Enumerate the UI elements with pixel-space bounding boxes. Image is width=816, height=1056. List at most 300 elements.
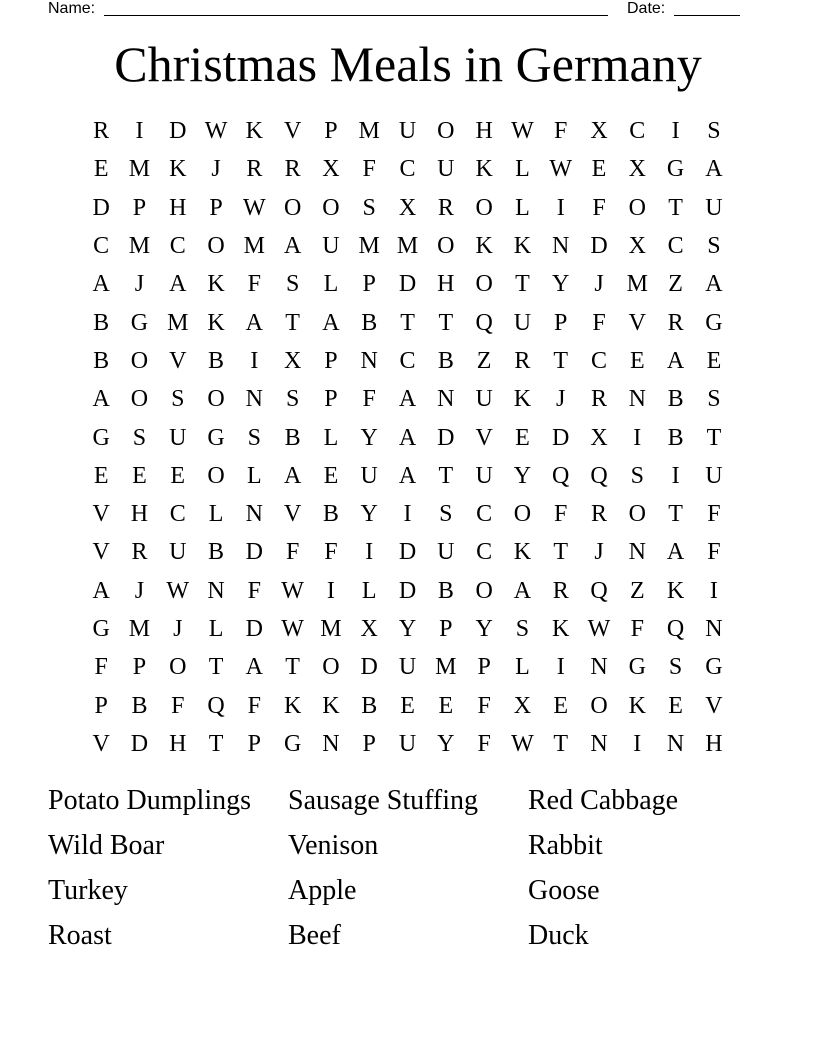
grid-letter: O: [628, 501, 646, 528]
grid-letter: K: [207, 309, 225, 336]
grid-letter: T: [400, 309, 415, 336]
grid-letter: M: [128, 616, 151, 642]
grid-letter: F: [247, 271, 262, 298]
grid-letter: W: [587, 616, 611, 642]
grid-letter: V: [628, 309, 646, 336]
grid-letter: U: [322, 233, 340, 260]
grid-letter: S: [439, 501, 453, 528]
grid-letter: C: [629, 118, 646, 145]
word-list-item: Rabbit: [528, 830, 603, 861]
grid-letter: A: [92, 271, 110, 298]
grid-letter: D: [169, 118, 187, 145]
grid-letter: C: [93, 233, 110, 260]
grid-letter: R: [246, 156, 263, 183]
grid-letter: F: [592, 309, 606, 336]
grid-letter: O: [513, 501, 532, 528]
grid-letter: P: [209, 194, 223, 221]
grid-letter: U: [437, 156, 455, 183]
grid-letter: P: [324, 347, 338, 374]
grid-letter: A: [705, 271, 723, 298]
grid-letter: S: [285, 271, 300, 298]
grid-letter: M: [626, 271, 648, 298]
grid-letter: R: [131, 539, 148, 566]
grid-letter: K: [552, 616, 570, 642]
grid-letter: G: [283, 730, 302, 757]
grid-letter: O: [475, 577, 493, 604]
grid-letter: P: [362, 730, 376, 757]
grid-letter: O: [475, 271, 493, 298]
grid-letter: W: [511, 118, 534, 145]
grid-letter: W: [511, 730, 534, 757]
grid-letter: H: [437, 271, 455, 298]
grid-letter: N: [590, 730, 608, 757]
grid-letter: F: [171, 692, 185, 719]
grid-letter: P: [439, 616, 453, 642]
grid-letter: N: [437, 386, 455, 413]
grid-letter: A: [283, 462, 302, 489]
grid-row: [82, 610, 733, 648]
grid-letter: S: [362, 194, 376, 221]
grid-letter: U: [513, 309, 532, 336]
grid-letter: X: [628, 233, 646, 260]
grid-letter: M: [128, 233, 151, 260]
word-list-item: Roast: [48, 920, 112, 951]
grid-letter: A: [666, 347, 685, 374]
grid-letter: Q: [590, 577, 608, 604]
grid-letter: R: [591, 501, 608, 528]
grid-letter: T: [438, 462, 454, 489]
grid-letter: F: [707, 539, 721, 566]
grid-letter: V: [92, 501, 110, 528]
word-search-grid: [82, 112, 733, 763]
grid-letter: T: [285, 654, 300, 681]
grid-letter: O: [207, 233, 225, 260]
grid-letter: T: [553, 539, 569, 566]
grid-letter: B: [208, 347, 225, 374]
grid-letter: C: [476, 539, 493, 566]
grid-row: [82, 648, 733, 686]
grid-letter: W: [281, 577, 304, 604]
grid-letter: Y: [475, 616, 493, 642]
grid-letter: M: [396, 233, 419, 260]
grid-letter: E: [553, 692, 569, 719]
grid-letter: J: [173, 616, 183, 642]
grid-letter: M: [243, 233, 265, 260]
grid-letter: G: [705, 309, 723, 336]
grid-letter: Y: [360, 424, 378, 451]
grid-letter: C: [399, 347, 416, 374]
grid-letter: K: [283, 692, 302, 719]
grid-letter: V: [705, 692, 723, 719]
grid-letter: H: [475, 118, 493, 145]
grid-letter: T: [285, 309, 300, 336]
grid-letter: F: [94, 654, 108, 681]
grid-letter: B: [208, 539, 225, 566]
grid-letter: X: [590, 118, 608, 145]
grid-letter: N: [666, 730, 685, 757]
word-list-item: Apple: [288, 875, 357, 906]
grid-letter: T: [438, 309, 454, 336]
word-list-item: Beef: [288, 920, 341, 951]
grid-letter: T: [668, 194, 683, 221]
grid-letter: J: [594, 539, 604, 566]
grid-letter: I: [326, 577, 335, 604]
grid-letter: X: [283, 347, 302, 374]
grid-letter: G: [92, 616, 110, 642]
grid-letter: V: [475, 424, 493, 451]
grid-letter: K: [322, 692, 340, 719]
grid-row: [82, 342, 733, 380]
grid-letter: D: [360, 654, 378, 681]
grid-letter: O: [437, 118, 455, 145]
grid-letter: P: [132, 654, 147, 681]
grid-letter: E: [668, 692, 683, 719]
grid-letter: D: [437, 424, 455, 451]
name-blank-line: [104, 15, 608, 16]
grid-letter: A: [705, 156, 723, 183]
grid-letter: U: [398, 118, 417, 145]
grid-letter: W: [204, 118, 228, 145]
grid-letter: E: [629, 347, 645, 374]
grid-letter: U: [169, 424, 187, 451]
grid-letter: T: [208, 654, 224, 681]
grid-letter: N: [628, 386, 646, 413]
grid-letter: E: [93, 156, 109, 183]
grid-letter: E: [515, 424, 530, 451]
grid-letter: O: [283, 194, 302, 221]
grid-letter: N: [628, 539, 646, 566]
grid-letter: W: [281, 616, 304, 642]
grid-row: [82, 495, 733, 533]
grid-letter: I: [633, 424, 642, 451]
name-label: Name:: [48, 0, 96, 17]
grid-letter: N: [245, 501, 263, 528]
grid-letter: O: [322, 194, 340, 221]
word-list-item: Red Cabbage: [528, 785, 679, 816]
grid-letter: O: [628, 194, 646, 221]
grid-letter: I: [709, 577, 718, 604]
grid-letter: H: [705, 730, 723, 757]
grid-letter: K: [475, 233, 493, 260]
grid-letter: S: [132, 424, 147, 451]
grid-row: [82, 227, 733, 265]
grid-letter: Y: [360, 501, 378, 528]
grid-letter: M: [320, 616, 342, 642]
grid-letter: E: [93, 462, 109, 489]
grid-letter: R: [591, 386, 608, 413]
grid-letter: J: [134, 271, 145, 298]
grid-letter: L: [323, 424, 339, 451]
grid-letter: X: [590, 424, 608, 451]
grid-letter: Y: [437, 730, 455, 757]
grid-letter: P: [247, 730, 262, 757]
grid-row: [82, 265, 733, 303]
grid-letter: F: [285, 539, 300, 566]
grid-row: [82, 189, 733, 227]
grid-letter: D: [398, 539, 417, 566]
grid-letter: B: [667, 424, 684, 451]
grid-letter: L: [247, 462, 262, 489]
grid-letter: N: [590, 654, 608, 681]
grid-letter: H: [169, 194, 187, 221]
grid-letter: R: [552, 577, 569, 604]
grid-letter: G: [666, 156, 685, 183]
grid-letter: A: [92, 577, 110, 604]
grid-letter: M: [358, 118, 380, 145]
grid-letter: B: [361, 309, 378, 336]
grid-letter: M: [167, 309, 189, 336]
grid-letter: L: [361, 577, 377, 604]
grid-letter: R: [93, 118, 110, 145]
grid-letter: T: [553, 347, 569, 374]
word-list-item: Duck: [528, 920, 589, 951]
grid-letter: H: [169, 730, 187, 757]
grid-letter: I: [135, 118, 144, 145]
grid-letter: D: [590, 233, 608, 260]
page-title: Christmas Meals in Germany: [114, 36, 702, 92]
grid-letter: W: [549, 156, 573, 183]
grid-letter: G: [92, 424, 110, 451]
grid-letter: O: [130, 347, 149, 374]
grid-letter: R: [514, 347, 531, 374]
grid-letter: U: [705, 194, 723, 221]
grid-letter: O: [590, 692, 608, 719]
grid-row: [82, 686, 733, 724]
grid-letter: G: [628, 654, 646, 681]
grid-letter: C: [591, 347, 608, 374]
grid-row: [82, 533, 733, 571]
grid-letter: T: [208, 730, 224, 757]
grid-letter: M: [358, 233, 380, 260]
grid-letter: X: [360, 616, 378, 642]
grid-letter: A: [283, 233, 302, 260]
grid-letter: I: [403, 501, 412, 528]
grid-letter: C: [667, 233, 684, 260]
grid-letter: J: [134, 577, 145, 604]
grid-letter: A: [513, 577, 532, 604]
grid-letter: U: [169, 539, 187, 566]
grid-letter: S: [247, 424, 262, 451]
grid-letter: A: [666, 539, 685, 566]
grid-letter: J: [594, 271, 604, 298]
grid-letter: O: [130, 386, 149, 413]
grid-letter: U: [398, 730, 417, 757]
grid-letter: I: [556, 654, 565, 681]
grid-letter: F: [554, 501, 568, 528]
grid-letter: Z: [668, 271, 683, 298]
word-list-item: Goose: [528, 875, 600, 906]
grid-letter: N: [245, 386, 263, 413]
grid-letter: S: [668, 654, 683, 681]
grid-letter: Z: [476, 347, 492, 374]
grid-letter: Q: [475, 309, 493, 336]
grid-letter: F: [362, 386, 376, 413]
grid-letter: F: [247, 577, 262, 604]
grid-letter: E: [323, 462, 339, 489]
grid-letter: U: [360, 462, 378, 489]
grid-letter: D: [130, 730, 149, 757]
grid-letter: F: [707, 501, 721, 528]
grid-letter: E: [706, 347, 722, 374]
grid-row: [82, 112, 733, 150]
grid-letter: A: [245, 309, 263, 336]
grid-letter: X: [398, 194, 417, 221]
grid-letter: Q: [552, 462, 570, 489]
grid-letter: D: [245, 539, 263, 566]
grid-letter: B: [322, 501, 339, 528]
grid-letter: G: [705, 654, 723, 681]
grid-letter: A: [398, 386, 417, 413]
grid-letter: T: [553, 730, 569, 757]
grid-letter: B: [437, 577, 454, 604]
grid-letter: I: [671, 118, 680, 145]
grid-letter: P: [132, 194, 147, 221]
grid-letter: E: [170, 462, 186, 489]
grid-letter: F: [477, 730, 491, 757]
grid-letter: V: [283, 118, 302, 145]
grid-letter: N: [207, 577, 225, 604]
grid-letter: I: [671, 462, 680, 489]
grid-row: [82, 303, 733, 341]
grid-letter: E: [132, 462, 147, 489]
grid-letter: E: [400, 692, 415, 719]
grid-letter: O: [437, 233, 455, 260]
grid-letter: L: [515, 156, 530, 183]
grid-letter: K: [475, 156, 493, 183]
grid-letter: D: [552, 424, 570, 451]
grid-letter: V: [92, 730, 110, 757]
grid-letter: B: [361, 692, 378, 719]
grid-letter: D: [92, 194, 110, 221]
grid-letter: A: [322, 309, 340, 336]
grid-letter: G: [130, 309, 149, 336]
grid-row: [82, 150, 733, 188]
grid-letter: N: [552, 233, 570, 260]
grid-letter: P: [324, 118, 338, 145]
grid-letter: K: [513, 386, 532, 413]
word-list-item: Sausage Stuffing: [288, 785, 479, 816]
grid-letter: N: [322, 730, 340, 757]
grid-letter: J: [211, 156, 221, 183]
header: [48, 0, 748, 20]
grid-letter: K: [245, 118, 263, 145]
grid-letter: P: [554, 309, 568, 336]
grid-letter: F: [592, 194, 606, 221]
grid-letter: O: [169, 654, 187, 681]
grid-letter: B: [131, 692, 148, 719]
grid-letter: L: [323, 271, 339, 298]
grid-letter: M: [435, 654, 457, 681]
grid-letter: Y: [552, 271, 570, 298]
grid-letter: U: [705, 462, 723, 489]
grid-letter: X: [628, 156, 646, 183]
grid-letter: D: [398, 577, 417, 604]
grid-letter: B: [437, 347, 454, 374]
grid-letter: O: [322, 654, 340, 681]
grid-row: [82, 725, 733, 763]
grid-letter: S: [707, 386, 721, 413]
grid-letter: K: [513, 233, 532, 260]
grid-letter: F: [324, 539, 338, 566]
grid-letter: E: [591, 156, 607, 183]
grid-letter: W: [243, 194, 266, 221]
grid-letter: I: [556, 194, 565, 221]
word-list-item: Turkey: [48, 875, 128, 906]
grid-letter: P: [324, 386, 338, 413]
word-list-item: Wild Boar: [48, 830, 165, 861]
grid-letter: B: [284, 424, 301, 451]
grid-letter: Q: [590, 462, 608, 489]
grid-letter: C: [476, 501, 493, 528]
grid-letter: Y: [398, 616, 417, 642]
grid-letter: T: [706, 424, 722, 451]
grid-letter: T: [515, 271, 530, 298]
grid-letter: N: [360, 347, 378, 374]
grid-letter: P: [477, 654, 491, 681]
grid-letter: T: [668, 501, 683, 528]
date-label: Date:: [627, 0, 666, 17]
grid-letter: V: [169, 347, 187, 374]
grid-letter: A: [169, 271, 187, 298]
grid-letter: W: [166, 577, 190, 604]
grid-letter: S: [171, 386, 185, 413]
grid-letter: G: [207, 424, 225, 451]
grid-letter: Q: [666, 616, 685, 642]
grid-letter: O: [475, 194, 493, 221]
grid-letter: K: [628, 692, 646, 719]
grid-letter: R: [284, 156, 301, 183]
grid-letter: L: [208, 616, 224, 642]
grid-letter: K: [513, 539, 532, 566]
grid-letter: U: [475, 462, 493, 489]
grid-letter: O: [207, 462, 225, 489]
grid-row: [82, 380, 733, 418]
grid-row: [82, 457, 733, 495]
grid-letter: B: [667, 386, 684, 413]
grid-letter: Y: [513, 462, 532, 489]
word-list: [48, 778, 768, 958]
grid-letter: X: [322, 156, 340, 183]
grid-letter: N: [705, 616, 723, 642]
grid-letter: H: [130, 501, 149, 528]
grid-letter: Q: [207, 692, 225, 719]
grid-letter: C: [169, 233, 186, 260]
grid-letter: F: [362, 156, 376, 183]
grid-letter: S: [515, 616, 530, 642]
grid-letter: P: [94, 692, 108, 719]
grid-letter: C: [399, 156, 416, 183]
grid-letter: B: [93, 347, 110, 374]
grid-letter: R: [667, 309, 684, 336]
grid-letter: U: [398, 654, 417, 681]
grid-letter: S: [285, 386, 300, 413]
grid-letter: U: [475, 386, 493, 413]
grid-letter: O: [207, 386, 225, 413]
grid-letter: I: [250, 347, 259, 374]
grid-letter: J: [556, 386, 566, 413]
grid-letter: M: [128, 156, 151, 183]
grid-letter: C: [169, 501, 186, 528]
grid-letter: S: [707, 118, 721, 145]
grid-letter: K: [207, 271, 225, 298]
word-list-item: Potato Dumplings: [48, 785, 252, 816]
grid-letter: V: [92, 539, 110, 566]
grid-letter: A: [245, 654, 263, 681]
grid-letter: L: [515, 194, 530, 221]
grid-letter: F: [554, 118, 568, 145]
grid-letter: A: [92, 386, 110, 413]
grid-row: [82, 418, 733, 456]
